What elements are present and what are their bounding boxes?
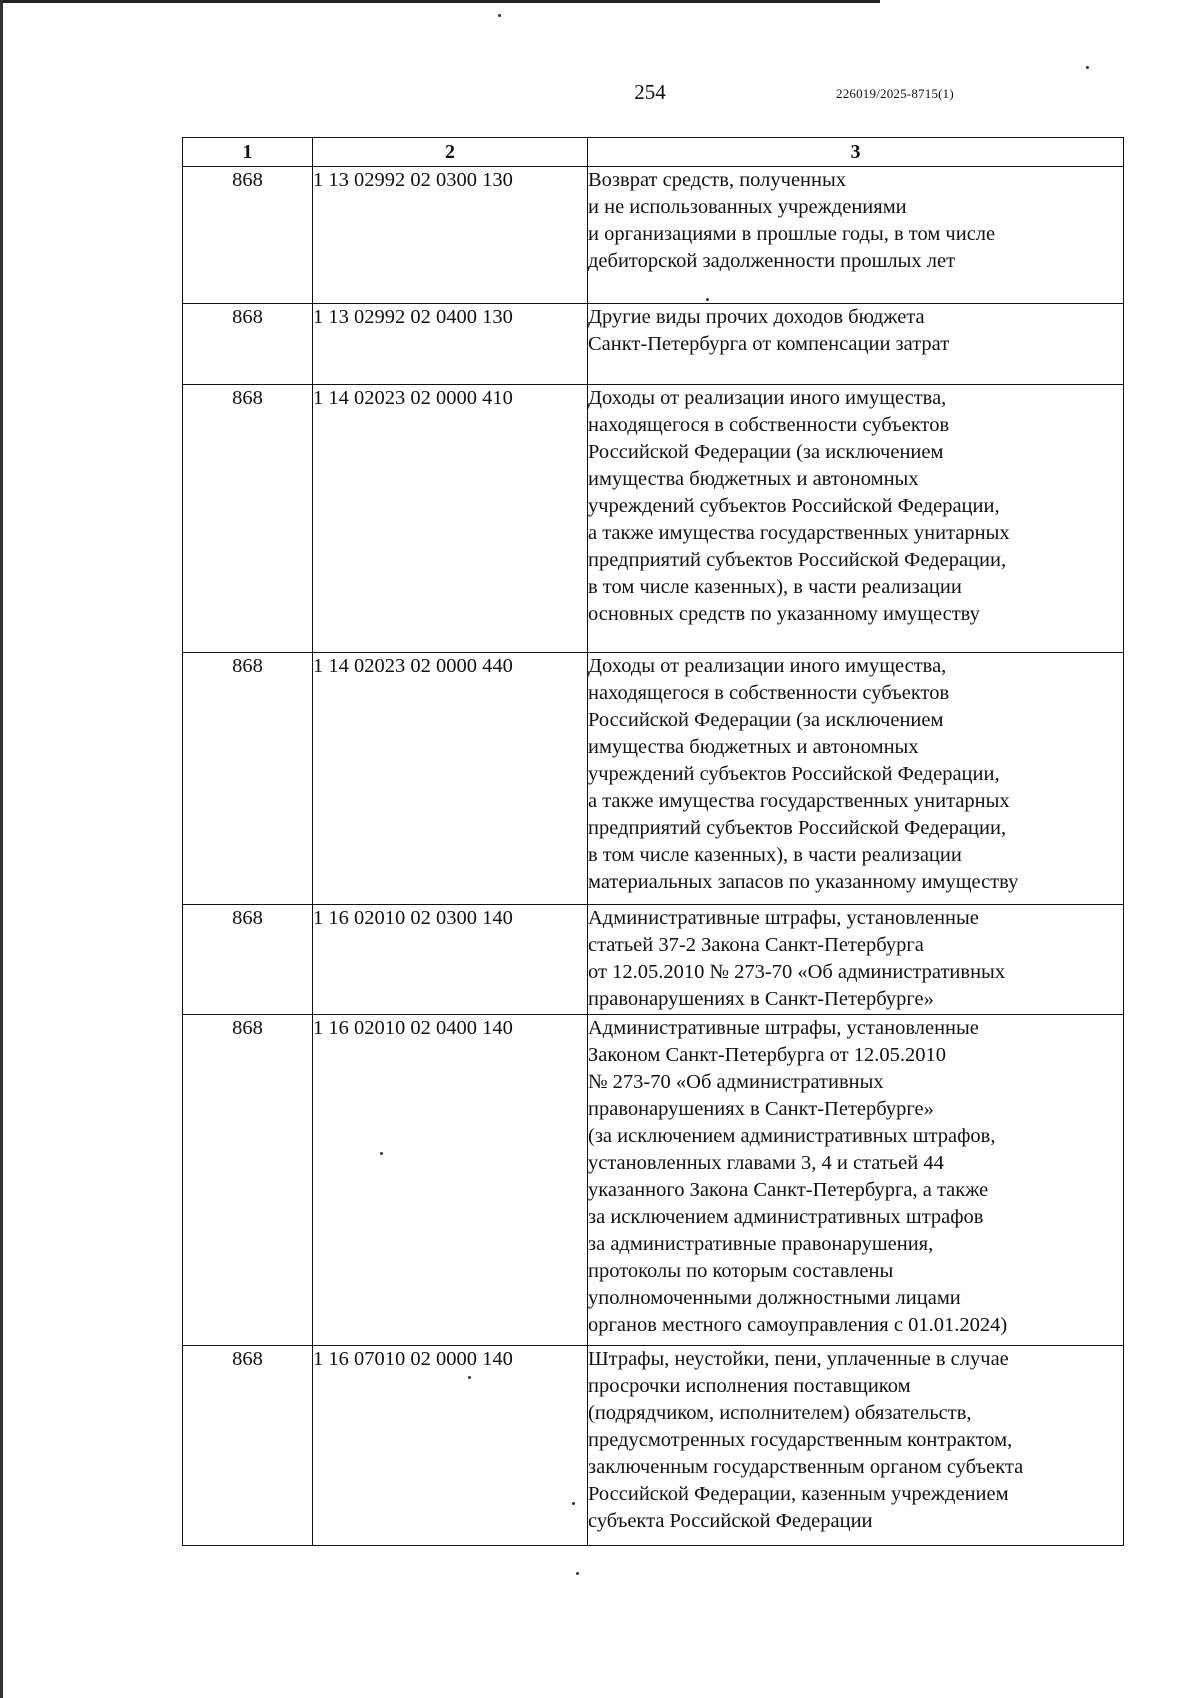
revenue-name-cell: Административные штрафы, установленные Законом Санкт-Петербурга от 12.05.2010 № 273-70 «Об административных правонарушениях в Санкт-Петербурге» (за исключением административных штрафов, установленных главами 3, 4 и статьей 44 указанного Закона Санкт-Петербурга, а также за исключением административных штрафов за административные правонарушения, протоколы по которым составлены уполномоченными должностными лицами органов местного самоуправления с 01.01.2024) <box>588 1015 1124 1346</box>
budget-code-cell: 1 13 02992 02 0300 130 <box>313 167 588 304</box>
table-row <box>183 385 1124 653</box>
admin-code-cell: 868 <box>183 304 313 385</box>
scan-edge-left <box>0 0 3 1698</box>
column-header-2: 2 <box>313 138 588 167</box>
admin-code-cell: 868 <box>183 1346 313 1546</box>
admin-code-cell: 868 <box>183 653 313 905</box>
column-header-3: 3 <box>588 138 1124 167</box>
scan-speck <box>576 1572 579 1575</box>
table-row <box>183 905 1124 1015</box>
admin-code-cell: 868 <box>183 905 313 1015</box>
scan-edge-top <box>0 0 880 3</box>
revenue-name-cell: Доходы от реализации иного имущества, находящегося в собственности субъектов Российской Федерации (за исключением имущества бюджетных и автономных учреждений субъектов Российской Федерации, а также имущества государственных унитарных предприятий субъектов Российской Федерации, в том числе казенных), в части реализации основных средств по указанному имуществу <box>588 385 1124 653</box>
table-row <box>183 1015 1124 1346</box>
table-row <box>183 653 1124 905</box>
table-row <box>183 167 1124 304</box>
revenue-name-cell: Штрафы, неустойки, пени, уплаченные в случае просрочки исполнения поставщиком (подрядчиком, исполнителем) обязательств, предусмотренных государственным контрактом, заключенным государственным органом субъекта Российской Федерации, казенным учреждением субъекта Российской Федерации <box>588 1346 1124 1546</box>
budget-code-cell: 1 16 02010 02 0300 140 <box>313 905 588 1015</box>
budget-code-cell: 1 14 02023 02 0000 440 <box>313 653 588 905</box>
admin-code-cell: 868 <box>183 1015 313 1346</box>
revenue-name-cell: Возврат средств, полученных и не использованных учреждениями и организациями в прошлые годы, в том числе дебиторской задолженности прошлых лет <box>588 167 1124 304</box>
budget-code-cell: 1 16 07010 02 0000 140 <box>313 1346 588 1546</box>
table-header-row <box>183 138 1124 167</box>
revenue-name-cell: Другие виды прочих доходов бюджета Санкт-Петербурга от компенсации затрат <box>588 304 1124 385</box>
admin-code-cell: 868 <box>183 385 313 653</box>
revenue-name-cell: Административные штрафы, установленные статьей 37-2 Закона Санкт-Петербурга от 12.05.2010 № 273-70 «Об административных правонарушениях в Санкт-Петербурге» <box>588 905 1124 1015</box>
budget-code-cell: 1 16 02010 02 0400 140 <box>313 1015 588 1346</box>
admin-code-cell: 868 <box>183 167 313 304</box>
document-reference: 226019/2025-8715(1) <box>836 86 954 101</box>
table-row <box>183 1346 1124 1546</box>
revenue-codes-table <box>182 137 1124 1546</box>
scan-speck <box>1086 66 1089 69</box>
page-number: 254 <box>634 80 666 104</box>
table-row <box>183 304 1124 385</box>
scan-speck <box>498 14 501 17</box>
revenue-name-cell: Доходы от реализации иного имущества, находящегося в собственности субъектов Российской Федерации (за исключением имущества бюджетных и автономных учреждений субъектов Российской Федерации, а также имущества государственных унитарных предприятий субъектов Российской Федерации, в том числе казенных), в части реализации материальных запасов по указанному имуществу <box>588 653 1124 905</box>
budget-code-cell: 1 14 02023 02 0000 410 <box>313 385 588 653</box>
budget-code-cell: 1 13 02992 02 0400 130 <box>313 304 588 385</box>
column-header-1: 1 <box>183 138 313 167</box>
